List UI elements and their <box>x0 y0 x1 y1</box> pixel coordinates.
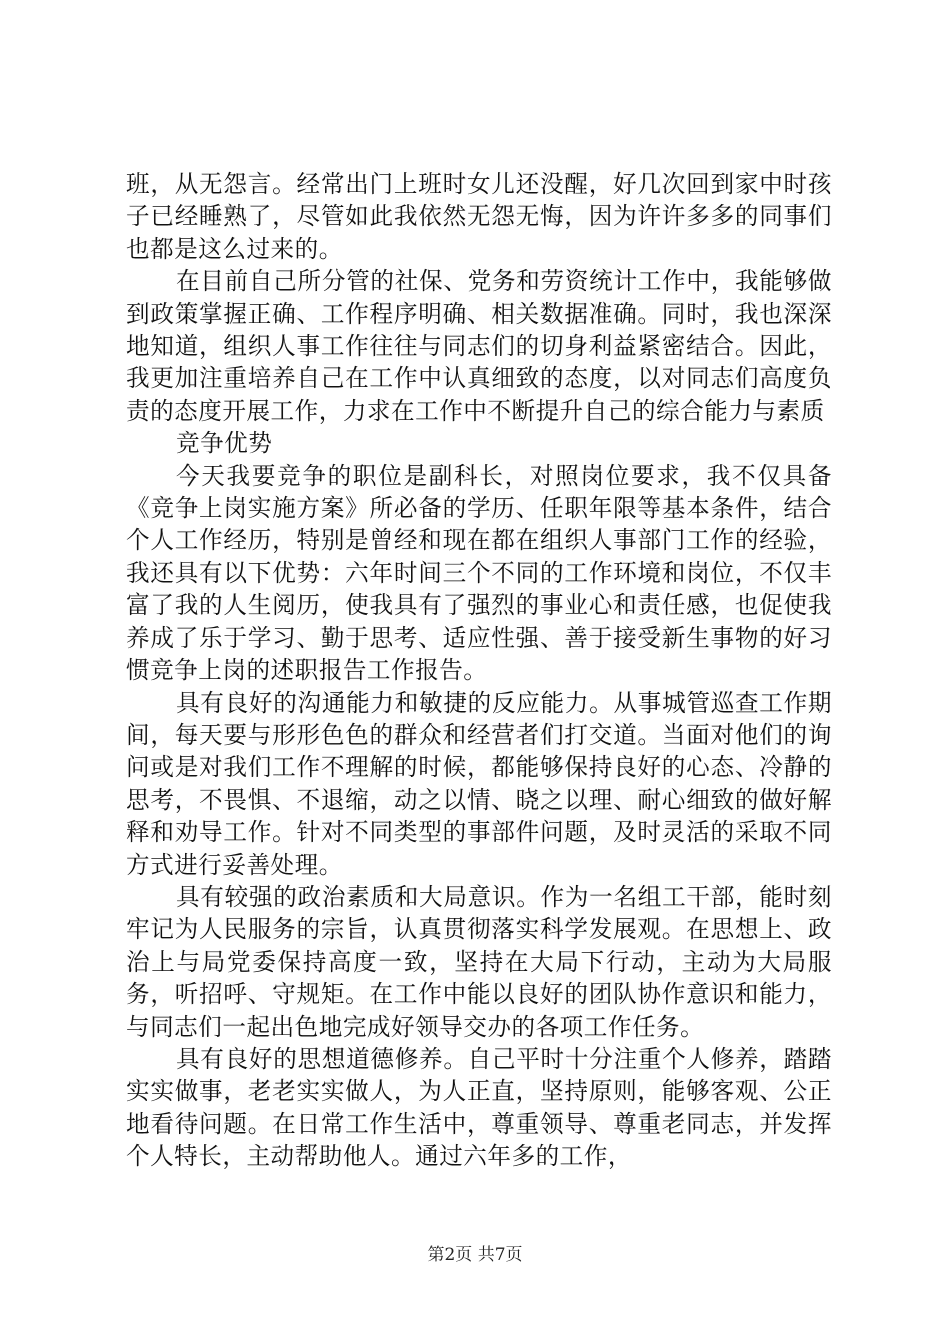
paragraph-work-duties: 在目前自己所分管的社保、党务和劳资统计工作中，我能够做到政策掌握正确、工作程序明确、相关数据准确。同时，我也深深地知道，组织人事工作往往与同志们的切身利益紧密结合。因此，我更加注重培养自己在工作中认真细致的态度，以对同志们高度负责的态度开展工作，力求在工作中不断提升自己的综合能力与素质 <box>126 267 832 425</box>
document-body <box>126 168 832 1173</box>
section-heading: 竞争优势 <box>176 429 273 458</box>
paragraph-communication-ability: 具有良好的沟通能力和敏捷的反应能力。从事城管巡查工作期间，每天要与形形色色的群众和经营者们打交道。当面对他们的询问或是对我们工作不理解的时候，都能够保持良好的心态、冷静的思考，不畏惧、不退缩，动之以情、晓之以理、耐心细致的做好解释和劝导工作。针对不同类型的事部件问题，及时灵活的采取不同方式进行妥善处理。 <box>126 688 832 879</box>
paragraph-moral-cultivation: 具有良好的思想道德修养。自己平时十分注重个人修养，踏踏实实做事，老老实实做人，为人正直，坚持原则，能够客观、公正地看待问题。在日常工作生活中，尊重领导、尊重老同志，并发挥个人特长，主动帮助他人。通过六年多的工作， <box>126 1044 832 1171</box>
paragraph-competition-position: 今天我要竞争的职位是副科长，对照岗位要求，我不仅具备《竞争上岗实施方案》所必备的学历、任职年限等基本条件，结合个人工作经历，特别是曾经和现在都在组织人事部门工作的经验，我还具有以下优势：六年时间三个不同的工作环境和岗位，不仅丰富了我的人生阅历，使我具有了强烈的事业心和责任感，也促使我养成了乐于学习、勤于思考、适应性强、善于接受新生事物的好习惯竞争上岗的述职报告工作报告。 <box>126 461 832 685</box>
paragraph-political-quality: 具有较强的政治素质和大局意识。作为一名组工干部，能时刻牢记为人民服务的宗旨，认真贯彻落实科学发展观。在思想上、政治上与局党委保持高度一致，坚持在大局下行动，主动为大局服务，听招呼、守规矩。在工作中能以良好的团队协作意识和能力，与同志们一起出色地完成好领导交办的各项工作任务。 <box>126 882 832 1041</box>
paragraph-continuation: 班，从无怨言。经常出门上班时女儿还没醒，好几次回到家中时孩子已经睡熟了，尽管如此我依然无怨无悔，因为许许多多的同事们也都是这么过来的。 <box>126 170 832 263</box>
page-footer: 第2页 共7页 <box>427 1245 523 1265</box>
